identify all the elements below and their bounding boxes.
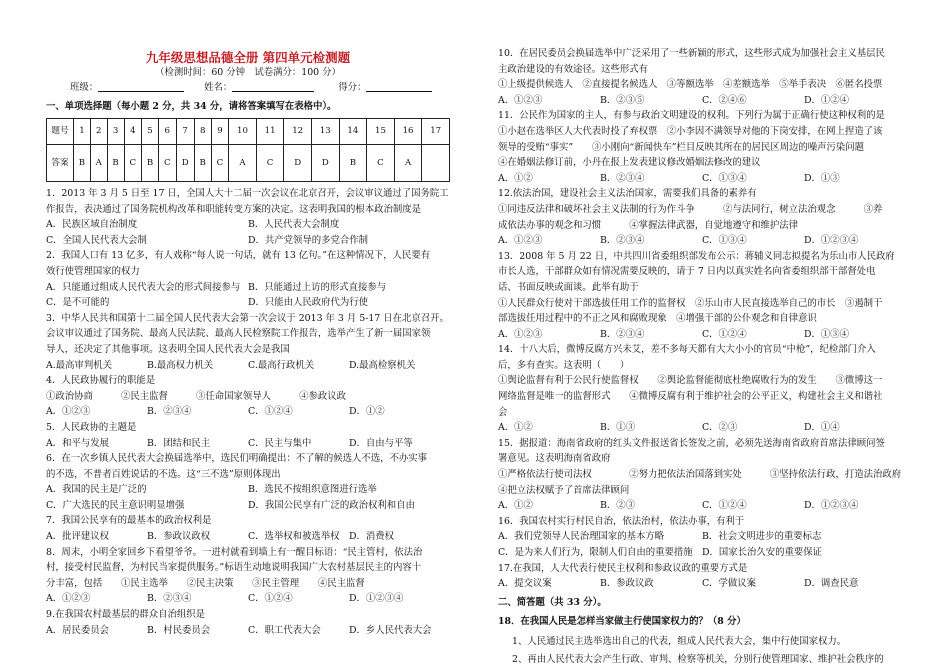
question-number-cell: 5 xyxy=(142,119,159,145)
question-text-line: ①严格依法行使司法权 ②努力把依法治国落到实处 ③坚持依法行政，打造法治政府 xyxy=(498,469,902,481)
option-item[interactable]: B．①③ xyxy=(600,422,636,434)
option-item[interactable]: C.最高行政机关 xyxy=(248,359,315,371)
option-item[interactable]: A．提交议案 xyxy=(498,578,552,590)
option-item[interactable]: B．②③④ xyxy=(147,406,192,418)
option-item[interactable]: A．和平与发展 xyxy=(46,437,110,449)
question-text-line: 分丰富，包括 ①民主选举 ②民主决策 ③民主管理 ④民主监督 xyxy=(46,577,365,589)
question-text-line: ④把立法权赋予了首席法律顾问 xyxy=(498,484,630,496)
option-item[interactable]: C．民主与集中 xyxy=(248,437,312,449)
answer-cell[interactable]: A xyxy=(229,145,257,182)
option-item[interactable]: C．①②④ xyxy=(702,500,747,512)
question-text-line: ①人民群众行使对干部选拔任用工作的监督权 ②乐山市人民直接选举自己的市长 ③遏制干 xyxy=(498,297,883,309)
option-item[interactable]: D．只能由人民政府代为行使 xyxy=(248,297,369,309)
table-head-number: 题号 xyxy=(47,119,74,145)
option-row xyxy=(46,233,450,249)
question-text-line: 领导的受贿“事实” ③小刚向“新闻快车”栏目反映其所在的居民区周边的噪声污染问题 xyxy=(498,141,865,153)
q18-answer-2: 2、再由人民代表大会产生行政、审判、检察等机关，分别行使管理国家、维护社会秩序的 xyxy=(512,653,884,665)
class-label: 班级： xyxy=(70,82,99,93)
option-item[interactable]: B．社会文明进步的重要标志 xyxy=(702,531,822,543)
question-text-line: 6．在一次乡镇人民代表大会换届选举中，选民们明确提出：不了解的候选人不选，不办实事 xyxy=(46,453,427,465)
question-number-cell: 13 xyxy=(311,119,339,145)
option-row xyxy=(46,529,450,545)
option-item[interactable]: C．①③④ xyxy=(702,172,747,184)
exam-title: 九年级思想品德全册 第四单元检测题 xyxy=(145,50,351,65)
option-item[interactable]: A．居民委员会 xyxy=(46,624,110,636)
option-item[interactable]: D．调查民意 xyxy=(804,578,859,590)
answer-cell[interactable]: D xyxy=(176,145,194,182)
option-row xyxy=(46,591,450,607)
option-row xyxy=(498,327,906,343)
question-text-line: 署意见。这表明海南省政府 xyxy=(498,453,611,465)
question-number-cell: 12 xyxy=(284,119,312,145)
option-row xyxy=(46,498,450,514)
option-row xyxy=(46,358,450,374)
question-text-line: 9.在我国农村最基层的群众自治组织是 xyxy=(46,609,205,621)
option-item[interactable]: D．①③④ xyxy=(804,328,850,340)
option-row xyxy=(498,171,906,187)
option-item[interactable]: D．乡人民代表大会 xyxy=(349,624,432,636)
answer-cell[interactable]: B xyxy=(339,145,367,182)
option-item[interactable]: D.最高检察机关 xyxy=(349,359,416,371)
answer-cell[interactable]: D xyxy=(311,145,339,182)
option-row xyxy=(498,529,906,545)
right-questions xyxy=(498,46,906,592)
option-item[interactable]: B．②③⑤ xyxy=(600,94,645,106)
answer-cell[interactable]: C xyxy=(211,145,229,182)
option-item[interactable]: A．①② xyxy=(498,422,533,434)
question-number-cell: 10 xyxy=(229,119,257,145)
option-row xyxy=(498,93,906,109)
question-text-line: 10．在居民委员会换届选举中广泛采用了一些新颖的形式，这些形式成为加强社会主义基层民 xyxy=(498,48,885,59)
right-column xyxy=(498,0,906,668)
answer-cell[interactable] xyxy=(422,145,450,182)
option-row xyxy=(498,545,906,561)
option-row xyxy=(46,436,450,452)
option-item[interactable]: D．我国公民享有广泛的政治权利和自由 xyxy=(248,499,415,511)
question-number-cell: 9 xyxy=(211,119,229,145)
question-number-cell: 16 xyxy=(394,119,422,145)
question-text-line: 效行使管理国家的权力 xyxy=(46,265,140,277)
option-item[interactable]: C．全国人民代表大会制 xyxy=(46,234,147,246)
option-item[interactable]: D．①④ xyxy=(804,422,840,434)
left-column xyxy=(46,0,450,638)
option-item[interactable]: A．①②③ xyxy=(46,406,91,418)
option-item[interactable]: A．①② xyxy=(498,500,533,512)
option-item[interactable]: B．②③④ xyxy=(600,235,645,247)
option-item[interactable]: D．国家长治久安的重要保证 xyxy=(702,547,823,558)
option-item[interactable]: B．②③ xyxy=(600,500,636,512)
section-2-heading: 二、简答题（共 33 分）。 xyxy=(498,596,607,608)
option-item[interactable]: B．参政议政 xyxy=(600,578,654,590)
option-item[interactable]: A．①②③ xyxy=(498,94,543,106)
option-item[interactable]: A.最高审判机关 xyxy=(46,359,113,371)
option-item[interactable]: B．选民不按组织意图进行选举 xyxy=(248,484,377,496)
question-text-line: 作报告，表决通过了国务院机构改革和职能转变方案的决定。这表明我国的根本政治制度是 xyxy=(46,203,422,215)
q18-answer-1: 1、人民通过民主选举选出自己的代表，组成人民代表大会，集中行使国家权力。 xyxy=(512,636,847,648)
question-text-line: 12.依法治国，建设社会主义法治国家，需要我们具备的素养有 xyxy=(498,188,757,200)
option-item[interactable]: C．是不可能的 xyxy=(46,297,110,309)
option-item[interactable]: A．我们党领导人民治理国家的基本方略 xyxy=(498,531,665,543)
question-text-line: ①政治协商 ②民主监督 ③任命国家领导人 ④参政议政 xyxy=(46,390,347,402)
question-text-line: ①同违反法律和破坏社会主义法制的行为作斗争 ②与法同行，树立法治观念 ③养 xyxy=(498,203,883,215)
question-number-cell: 11 xyxy=(256,119,284,145)
question-number-cell: 7 xyxy=(176,119,194,145)
option-item[interactable]: C．职工代表大会 xyxy=(248,624,321,636)
question-text-line: ④在婚姻法修订前，小丹在报上发表建议修改婚姻法修改的建议 xyxy=(498,157,761,169)
option-item[interactable]: B．参政议政权 xyxy=(147,531,211,543)
exam-subtitle: （检测时间：60 分钟 试卷满分：100 分） xyxy=(155,67,341,78)
question-text-line: 15．据报道：海南省政府的红头文件报送省长签发之前，必须先送海南省政府首席法律顾问签 xyxy=(498,437,885,449)
option-item[interactable]: C．选举权和被选举权 xyxy=(248,531,340,543)
option-item[interactable]: A．民族区域自治制度 xyxy=(46,219,138,231)
option-item[interactable]: D．①② xyxy=(349,406,385,418)
name-label: 姓名： xyxy=(204,82,233,93)
option-item[interactable]: A．①②③ xyxy=(498,235,543,247)
option-item[interactable]: C．学做议案 xyxy=(702,578,757,590)
option-item[interactable]: D．①②④ xyxy=(804,94,850,106)
question-number-cell: 15 xyxy=(367,119,395,145)
answer-cell[interactable]: B xyxy=(107,145,124,182)
question-text-line: 成依法办事的观念和习惯 ④掌握法律武器，自觉地遵守和维护法律 xyxy=(498,219,799,231)
question-text-line: 17.在我国，人大代表行使民主权利和参政议政的重要方式是 xyxy=(498,562,748,574)
answer-table xyxy=(46,118,450,182)
option-row xyxy=(498,233,906,249)
answer-cell[interactable]: D xyxy=(284,145,312,182)
option-item[interactable]: B．只能通过上访的形式直接参与 xyxy=(248,281,387,293)
option-item[interactable]: A．我国的民主是广泛的 xyxy=(46,484,147,496)
option-item[interactable]: D．共产党领导的多党合作制 xyxy=(248,234,369,246)
option-item[interactable]: C．是为来人们行为，限制人们自由的重要措施 xyxy=(498,547,693,558)
option-item[interactable]: C．②③ xyxy=(702,422,738,434)
question-text-line: 4．人民政协履行的职能是 xyxy=(46,375,156,387)
option-row xyxy=(46,482,450,498)
option-item[interactable]: D．①②③④ xyxy=(804,500,859,512)
question-text-line: 5．人民政协的主题是 xyxy=(46,421,137,433)
question-text-line: 市长人选，干部群众如有情况需要反映的，请于 7 日内以真实姓名向省委组织部干部督处电 xyxy=(498,266,876,278)
question-text-line: ①舆论监督有利于公民行使监督权 ②舆论监督能彻底杜绝腐败行为的发生 ③微博这一 xyxy=(498,375,883,387)
question-number-cell: 8 xyxy=(194,119,211,145)
option-item[interactable]: D．①③ xyxy=(804,172,840,184)
score-field[interactable] xyxy=(366,80,432,92)
option-item[interactable]: B．②③④ xyxy=(147,593,192,605)
option-row xyxy=(498,576,906,592)
option-item[interactable]: A．①② xyxy=(498,172,533,184)
class-field[interactable] xyxy=(98,80,184,92)
question-number-cell: 4 xyxy=(124,119,142,145)
name-field[interactable] xyxy=(232,80,314,92)
question-text-line: 导人，还决定了其他事项。这表明全国人民代表大会是我国 xyxy=(46,343,290,355)
option-item[interactable]: D．消费权 xyxy=(349,531,395,543)
question-text-line: 部选拔任用过程中的不正之风和腐败现象 ④增强干部的公仆观念和自律意识 xyxy=(498,313,817,325)
answer-cell[interactable]: B xyxy=(142,145,159,182)
question-text-line: 2．我国人口有 13 亿多，有人戏称“每人说一句话，就有 13 亿句。”在这种情况下，人民要有 xyxy=(46,250,431,262)
question-text-line: 后，多有查实。这表明（ ） xyxy=(498,359,630,371)
question-number-cell: 2 xyxy=(90,119,107,145)
question-text-line: 网络监督是唯一的监督形式 ④微博反腐有利于维护社会的公平正义，构建社会主义和谐社 xyxy=(498,391,883,403)
option-item[interactable]: B．②③④ xyxy=(600,172,645,184)
question-text-line: 会 xyxy=(498,406,508,418)
question-text-line: 11．公民作为国家的主人，有参与政治文明建设的权利。下列行为属于正确行使这种权利的是 xyxy=(498,110,885,122)
left-questions xyxy=(46,186,450,638)
answer-cell[interactable]: C xyxy=(367,145,395,182)
question-text-line: 主政治建设的有效途径。这些形式有 xyxy=(498,63,649,75)
option-row xyxy=(46,295,450,311)
option-item[interactable]: C．广大选民的民主意识明显增强 xyxy=(46,499,185,511)
question-number-cell: 3 xyxy=(107,119,124,145)
question-text-line: 14．十八大后，微博反腐方兴未艾，差不多每天都有大大小小的官员“中枪”，纪检部门介入 xyxy=(498,344,876,356)
question-text-line: 1．2013 年 3 月 5 日至 17 日，全国人大十二届一次会议在北京召开，会议审议通过了国务院工 xyxy=(46,188,449,199)
option-item[interactable]: B．村民委员会 xyxy=(147,624,211,636)
question-text-line: ①小赵在选举区人大代表时投了弃权票 ②小李因不满领导对他的下岗安排，在网上捏造了该 xyxy=(498,125,883,137)
answer-cell[interactable]: C xyxy=(159,145,177,182)
answer-cell[interactable]: B xyxy=(194,145,211,182)
question-text-line: ①上级提供候选人 ②直接提名候选人 ③等额选举 ④差额选举 ⑤举手表决 ⑥匿名投票 xyxy=(498,79,883,91)
option-row xyxy=(46,404,450,420)
question-text-line: 话、书面反映或面谈。此举有助于 xyxy=(498,281,639,293)
option-item[interactable]: A．只能通过组成人民代表大会的形式间接参与 xyxy=(46,281,241,293)
option-item[interactable]: A．批评建议权 xyxy=(46,531,110,543)
answer-cell[interactable]: A xyxy=(90,145,107,182)
option-item[interactable]: D．自由与平等 xyxy=(349,437,413,449)
question-text-line: 村，接受村民监督，为村民当家提供服务。”标语生动地说明我国广大农村基层民主的内容十 xyxy=(46,562,422,574)
question-number-cell: 14 xyxy=(339,119,367,145)
option-row xyxy=(46,623,450,639)
answer-cell[interactable]: C xyxy=(124,145,142,182)
answer-cell[interactable]: C xyxy=(256,145,284,182)
option-item[interactable]: D．①②③④ xyxy=(349,593,404,605)
option-item[interactable]: B.最高权力机关 xyxy=(147,359,214,371)
score-label: 得分： xyxy=(338,82,367,93)
option-item[interactable]: C．②④⑥ xyxy=(702,94,747,106)
option-row xyxy=(498,498,906,514)
option-item[interactable]: B．人民代表大会制度 xyxy=(248,219,340,231)
table-head-answer: 答案 xyxy=(47,145,74,182)
option-item[interactable]: B．②③④ xyxy=(600,328,645,340)
question-text-line: 会议审议通过了国务院、最高人民法院、最高人民检察院工作报告，选举产生了新一届国家领 xyxy=(46,328,431,340)
option-row xyxy=(46,217,450,233)
option-item[interactable]: C．①②④ xyxy=(248,406,293,418)
question-number-cell: 1 xyxy=(74,119,91,145)
answer-cell[interactable]: B xyxy=(74,145,91,182)
option-item[interactable]: A．①②③ xyxy=(46,593,91,605)
question-number-cell: 6 xyxy=(159,119,177,145)
question-text-line: 16．我国农村实行村民自治，依法治村，依法办事，有利于 xyxy=(498,515,745,527)
option-row xyxy=(46,280,450,296)
question-text-line: 13．2008 年 5 月 22 日，中共四川省委组织部发布公示：蒋辅义同志拟提名为乐山市人民政府 xyxy=(498,250,895,262)
option-item[interactable]: C．①②④ xyxy=(702,328,747,340)
question-text-line: 的不选，不普者百姓说话的不选。这“三不选”原则体现出 xyxy=(46,468,281,480)
option-item[interactable]: A．①②③ xyxy=(498,328,543,340)
question-text-line: 7．我国公民享有的最基本的政治权利是 xyxy=(46,515,212,527)
question-number-cell: 17 xyxy=(422,119,450,145)
option-item[interactable]: D．①②③④ xyxy=(804,235,859,247)
option-item[interactable]: C．①②④ xyxy=(248,593,293,605)
student-info-row xyxy=(70,80,450,96)
option-item[interactable]: C．①③④ xyxy=(702,235,747,247)
section-1-heading: 一、单项选择题（每小题 2 分，共 34 分，请将答案填写在表格中）。 xyxy=(46,101,337,112)
question-text-line: 3．中华人民共和国第十二届全国人民代表大会第一次会议于 2013 年 3 月 5-17 日在北京召开。 xyxy=(46,312,449,324)
option-row xyxy=(498,420,906,436)
question-text-line: 8．周末，小明全家回乡下看望爷爷。一进村就看到墙上有一醒目标语：“民主管村，依法治 xyxy=(46,546,423,558)
option-item[interactable]: B．团结和民主 xyxy=(147,437,211,449)
answer-cell[interactable]: A xyxy=(394,145,422,182)
question-18: 18．在我国人民是怎样当家做主行使国家权力的？（8 分） xyxy=(498,615,746,627)
